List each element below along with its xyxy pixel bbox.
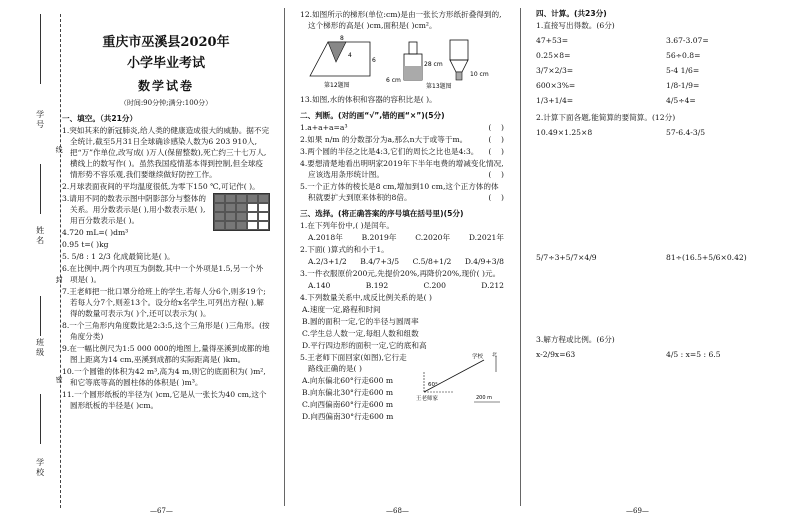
question-1-2: 2.月球表面夜间的平均温度很低,为零下150 ℃,可记作( )。 xyxy=(62,182,260,192)
exam-info: （时间:90分钟;满分:100分） xyxy=(119,99,213,108)
svg-text:王老师家: 王老师家 xyxy=(416,396,439,402)
svg-text:学校: 学校 xyxy=(472,354,484,360)
cut-mark-seal: 封 xyxy=(55,276,64,283)
judge-4: 4.要想清楚地看出明明家2019年下半年电费的增减变化情况,应该选用条形统计图。 ( ) xyxy=(300,159,504,179)
label-school: 学校 xyxy=(35,458,45,478)
question-1-11: 11.一个圆形纸板的半径为( )cm,它是从一张长为40 cm,这个圆形纸板的半径是( )cm。 xyxy=(62,390,267,411)
grid-cell xyxy=(225,221,236,230)
work-space xyxy=(536,267,786,333)
section-3-heading: 三、选择。(将正确答案的序号填在括号里)(5分) xyxy=(300,209,464,218)
grid-cell xyxy=(214,203,225,212)
svg-text:200 m: 200 m xyxy=(476,395,493,401)
judge-1: 1.a+a+a=a³ ( ) xyxy=(300,123,504,132)
binding-strip xyxy=(10,14,64,508)
work-space xyxy=(536,142,786,248)
direction-map xyxy=(414,352,504,408)
page-number-68: —68— xyxy=(386,506,409,515)
question-1-4a: 4.720 mL=( )dm³ xyxy=(62,228,129,238)
question-1-12: 12.如图所示的梯形(单位:cm)是由一张长方形纸折叠得到的,这个梯形的高是( )cm,面积是( )cm²。 xyxy=(300,10,502,30)
grid-cell xyxy=(258,221,269,230)
column-divider xyxy=(284,8,285,506)
direct-row-4: 600×3%= 1/8-1/9= xyxy=(536,81,700,90)
svg-text:6 cm: 6 cm xyxy=(386,77,401,84)
question-1-6: 6.在比例中,两个内项互为倒数,其中一个外项是1.5,另一个外项是( )。 xyxy=(62,264,264,285)
grid-cell xyxy=(225,212,236,221)
figures-12-13 xyxy=(300,32,504,90)
svg-text:10 cm: 10 cm xyxy=(470,71,489,78)
column-3 xyxy=(536,8,786,364)
exam-title-line3: 数学试卷 xyxy=(137,78,194,93)
grid-cell xyxy=(236,221,247,230)
calc-sub3: 3.解方程或比例。(6分) xyxy=(536,335,615,344)
shaded-grid-figure xyxy=(213,193,270,231)
choice-3: 3.一件衣服原价200元,先提价20%,再降价20%,现价( )元。 xyxy=(300,269,501,278)
direct-row-1: 47+53= 3.67-3.07= xyxy=(536,36,709,45)
grid-cell xyxy=(236,212,247,221)
judge-5: 5.一个正方体的棱长是8 cm,增加到10 cm,这个正方体的体积就要扩大到原来体积的8倍。 ( ) xyxy=(300,182,504,202)
svg-text:4: 4 xyxy=(348,52,352,59)
choice-5-block: 60° 王老师家 学校 北 200 m 5.王老师下面回家(如图),它行走路线正确的是( ) A.向东偏北60°行走600 m B.向东偏北30°行走600 m C.向西偏南60°行走600 m D.向西偏南30°行走600 m xyxy=(300,352,504,422)
judge-2: 2.如果 n/m 的分数部分为a,那么n大于或等于m。 ( ) xyxy=(300,135,504,144)
choice-4: 4.下列数量关系中,成反比例关系的是( ) xyxy=(300,293,432,302)
question-1-8: 8.一个三角形内角度数比是2:3:5,这个三角形是( )三角形。(按角度分类) xyxy=(62,321,270,342)
grid-cell xyxy=(258,203,269,212)
trapezoid-figure xyxy=(310,35,376,89)
section-4-heading: 四、计算。(共23分) xyxy=(536,9,607,18)
binding-line xyxy=(40,14,41,84)
question-1-9: 9.在一幅比例尺为1:5 000 000的地图上,量得巫溪到成都的地图上距离为14 cm,巫溪到成都的实际距离是( )km。 xyxy=(62,344,270,365)
grid-cell xyxy=(225,203,236,212)
judge-3: 3.两个圆的半径之比是4:3,它们的周长之比也是4:3。 ( ) xyxy=(300,147,504,156)
calc-row-2: 5/7÷3+5/7×4/9 81÷(16.5+5/6×0.42) xyxy=(536,253,747,262)
grid-cell xyxy=(247,194,258,203)
choice-1-options: A.2018年 B.2019年 C.2020年 D.2021年 xyxy=(308,233,504,242)
exam-title-line1: 重庆市巫溪县2020年 xyxy=(102,35,230,50)
choice-5: 5.王老师下面回家(如图),它行走路线正确的是( ) xyxy=(300,353,407,373)
question-1-3-block xyxy=(62,193,270,226)
label-class: 班级 xyxy=(35,338,45,358)
svg-text:28 cm: 28 cm xyxy=(424,61,443,68)
page-number-67: —67— xyxy=(150,506,173,515)
question-1-13: 13.如图,水的体积和容器的容积比是( )。 xyxy=(300,95,437,104)
svg-text:60°: 60° xyxy=(428,382,438,388)
grid-cell xyxy=(225,194,236,203)
section-2-heading: 二、判断。(对的画“√”,错的画“×”)(5分) xyxy=(300,111,445,120)
question-1-3: 3.请用不同的数表示图中阴影部分与整体的关系。用分数表示是( ),用小数表示是( ),用百分数表示是( )。 xyxy=(62,194,206,226)
grid-cell xyxy=(236,203,247,212)
svg-text:北: 北 xyxy=(492,352,498,358)
direct-row-3: 3/7×2/3= 5-4 1/6= xyxy=(536,66,700,75)
grid-cell xyxy=(247,212,258,221)
calc-sub1: 1.直接写出得数。(6分) xyxy=(536,21,615,30)
question-1-10: 10.一个圆锥的体积为42 m³,高为4 m,则它的底面积为( )m²,和它等底等高的圆柱体的体积是( )m³。 xyxy=(62,367,266,388)
equation-row: x-2/9x=63 4/5 : x=5 : 6.5 xyxy=(536,350,721,359)
fig13-caption: 第13题图 xyxy=(426,83,452,90)
calc-sub2: 2.计算下面各题,能简算的要简算。(12分) xyxy=(536,113,676,122)
choice-2: 2.下面( )算式的和小于1。 xyxy=(300,245,389,254)
grid-cell xyxy=(247,203,258,212)
cut-mark-line: 线 xyxy=(55,146,64,153)
grid-cell xyxy=(258,194,269,203)
grid-cell xyxy=(236,194,247,203)
svg-text:6: 6 xyxy=(372,57,376,64)
bottle-figures xyxy=(386,40,489,90)
grid-cell xyxy=(214,194,225,203)
question-1-7: 7.王老师把一批口罩分给班上的学生,若每人分6个,则多19个;若每人分7个,则差13个。设分给x名学生,可列出方程( ),解得的数量可表示为( )个,还可以表示为( )。 xyxy=(62,287,266,319)
choice-1: 1.在下列年份中,( )是闰年。 xyxy=(300,221,394,230)
question-1-1: 1.突如其来的新冠肺炎,给人类的健康造成很大的威胁。据不完全统计,截至5月31日全球确诊感染人数为6 203 910人,把“万”作单位,改写成( )万人(保留整数),死亡约三十七万人,横线上的数写作( )。虽然我国疫情基本得到控制,但全球疫情形势不容乐观,我们要继续做好防控工作。 xyxy=(62,126,270,180)
grid-cell xyxy=(214,212,225,221)
question-1-4b: 0.95 t=( )kg xyxy=(62,240,109,250)
section-1-heading: 一、填空。（共21分） xyxy=(62,114,138,124)
grid-cell xyxy=(258,212,269,221)
exam-title-line2: 小学毕业考试 xyxy=(126,55,205,71)
grid-cell xyxy=(247,221,258,230)
choice-2-options: A.2/3+1/2 B.4/7+3/5 C.5/8+1/2 D.4/9+3/8 xyxy=(308,257,504,266)
svg-text:8: 8 xyxy=(340,35,344,42)
column-divider xyxy=(520,8,521,506)
direct-row-5: 1/3+1/4= 4/5÷4= xyxy=(536,96,696,105)
cut-mark-secret: 密 xyxy=(55,376,64,383)
page-number-69: —69— xyxy=(626,506,649,515)
choice-3-options: A.140 B.192 C.200 D.212 xyxy=(308,281,504,290)
question-1-5: 5. 5/8 : 1 2/3 化成最简比是( )。 xyxy=(62,252,175,262)
label-student-id: 学号 xyxy=(35,110,45,130)
fig12-caption: 第12题图 xyxy=(324,82,350,89)
calc-row-1: 10.49×1.25×8 57-6.4-3/5 xyxy=(536,128,706,137)
label-name: 姓名 xyxy=(35,226,45,246)
direct-row-2: 0.25×8= 56÷0.8= xyxy=(536,51,701,60)
column-2: 12.如图所示的梯形(单位:cm)是由一张长方形纸折叠得到的,这个梯形的高是( )cm,面积是( )cm²。 8 6 4 第12题图 28 cm 6 cm 10 cm 第13题图 13.如图,水的体积和容器的容积比是( )。 二、判断。(对的画“√”,错的画“×”)(5分) 1.a+a+a=a³ ( ) 2.如果 n/m 的分数部分为a,那么n大于或等于m。 ( ) 3.两个圆的半径之比是4:3,它们的周长之比也是4:3。 ( ) 4.要想清楚地看出明明家2019年下半年电费的增减变化情况,应该选用条形统计图。 ( ) 5.一个正方体的棱长是8 cm,增加到10 cm,这个正方体的体积就要扩大到原来体积的8倍。 ( ) 三、选择。(将正确答案的序号填在括号里)(5分) 1.在下列年份中,( )是闰年。 A.2018年 B.2019年 C.2020年 D.2021年 2.下面( )算式的和小于1。 A.2/3+1/2 B.4/7+3/5 C.5/8+1/2 D.4/9+3/8 3.一件衣服原价200元,先提价20%,再降价20%,现价( )元。 A.140 B.192 C.200 D.212 4.下列数量关系中,成反比例关系的是( ) A.速度一定,路程和时间 B.圆的面积一定,它的半径与圆周率 C.学生总人数一定,每组人数和组数 D.平行四边形的面积一定,它的底和高 60° 王老师家 学校 北 200 m 5.王老师下面回家(如图),它行走路线正确的是( ) A.向东偏北60°行走600 m B.向东偏北30°行走600 m C.向西偏南60°行走600 m D.向西偏南30°行走600 m xyxy=(300,10,504,421)
column-1 xyxy=(62,8,270,412)
grid-cell xyxy=(214,221,225,230)
